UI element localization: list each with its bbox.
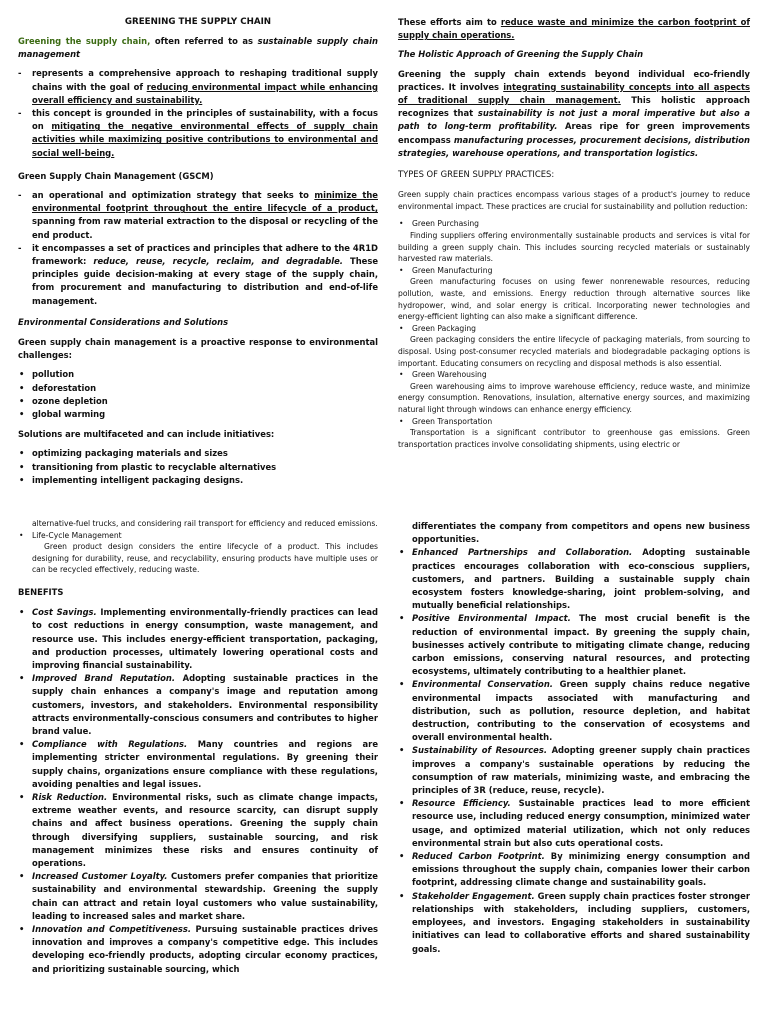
holistic-underline: integrating sustainability concepts into all aspects of traditional supply chain management. [398,81,750,106]
holistic-paragraph [398,68,750,160]
type-description: Finding suppliers offering environmentally sustainable products and services is vital for building a green supply chain. This includes sourcing recycled materials or sustainably harvested raw materials. [398,231,750,264]
document-page-2 [0,512,768,1024]
benefit-term: Positive Environmental Impact. [412,613,571,624]
benefit-item [18,923,378,976]
holistic-italic: sustainability is not just a moral imperative but also a path to long-term profitability. [398,108,750,132]
type-item [398,416,750,451]
benefit-text: Adopting greener supply chain practices improves a company's sustainable operations by reducing the consumption of raw materials, minimizing waste, and embracing the principles of 3R (reduce, reuse, recycle). [412,745,750,796]
holistic-text: Greening the supply chain extends beyond individual eco-friendly practices. It involves [398,68,750,92]
definition-underline: reducing environmental impact while enhancing overall efficiency and sustainability. [32,81,378,105]
benefit-item [18,738,378,791]
definition-text: represents a comprehensive approach to reshaping traditional supply chains with the goal of [32,68,378,92]
benefit-text: Many countries and regions are implementing stricter environmental regulations. By greening their supply chains, organizations ensure compliance with these regulations, avoiding penalties and legal issues. [32,739,378,789]
challenge-item: • deforestation [18,382,378,395]
solutions-intro: Solutions are multifaceted and can include initiatives: [18,429,275,440]
gscm-text: it encompasses a set of practices and principles that adhere to the 4R1D framework: [32,242,378,267]
holistic-text: Areas ripe for green improvements encompass [398,121,750,145]
benefit-text: Adopting sustainable practices in the supply chain enhances a company's image and reputation among customers, investors, and stakeholders. Environmental responsibility attracts environmentally-conscious consumers and contributes to higher brand value. [32,673,379,736]
benefit-text: Green supply chain practices foster stronger relationships with stakeholders, including suppliers, customers, employees, and investors. Engaging stakeholders in sustainability initiatives can lead to collaborative efforts and shared sustainability goals. [412,890,750,954]
type-description: Green product design considers the entire lifecycle of a product. This includes designing for durability, reuse, and recyclability, ensuring products have multiple uses or can be recycled effectively, reducing waste. [32,542,378,575]
page1-left-column [18,0,378,487]
type-name: • Green Purchasing [412,219,479,229]
types-heading: TYPES OF GREEN SUPPLY PRACTICES: [398,169,555,180]
benefit-term: Reduced Carbon Footprint. [412,851,545,862]
gscm-heading: Green Supply Chain Management (GSCM) [18,170,214,181]
challenge-item: • global warming [18,408,378,421]
benefit-term: Sustainability of Resources. [412,745,548,756]
definition-item [18,107,378,160]
lifecycle-list [18,530,378,576]
efforts-paragraph [398,16,750,42]
gscm-text: These principles guide decision-making at every stage of the supply chain, from procurement and manufacturing to distribution and end-of-life management. [32,256,379,306]
benefit-text: Environmental risks, such as climate change impacts, extreme weather events, and resource scarcity, can disrupt supply chains and affect business operations. Greening the supply chain through diversifying suppliers, sustainable sourcing, and risk management minimizes these risks and ensures continuity of operations. [32,792,378,869]
benefits-heading: BENEFITS [18,586,64,597]
intro-italic: sustainable supply chain management [18,36,378,60]
efforts-text: These efforts aim to [398,17,501,27]
gscm-text: spanning from raw material extraction to the disposal or recycling of the end product. [32,216,378,240]
benefit-term: Cost Savings. [32,607,97,618]
type-name: • Green Warehousing [412,370,487,380]
innovation-continuation: differentiates the company from competitors and opens new business opportunities. [412,521,750,545]
types-intro: Green supply chain practices encompass various stages of a product's journey to reduce environmental impact. These practices are crucial for sustainability and pollution reduction: [398,190,750,211]
page1-right-column [398,0,750,450]
benefit-text: Customers prefer companies that prioritize sustainability and environmental stewardship. Greening the supply chain can attract and retain loyal customers who value sustainability, leading to increased sales and market share. [32,871,378,921]
benefit-item [18,870,378,923]
benefit-item [398,890,750,956]
holistic-italic: manufacturing processes, procurement decisions, distribution strategies, warehouse operations, and transportation logistics. [398,134,750,158]
definition-item [18,67,378,107]
page2-left-column [18,512,378,976]
challenge-item: • pollution [18,368,378,381]
env-heading: Environmental Considerations and Solutions [18,316,229,327]
benefit-term: Enhanced Partnerships and Collaboration. [412,547,633,558]
solution-item: • transitioning from plastic to recyclable alternatives [18,461,378,474]
type-description: Green manufacturing focuses on using fewer nonrenewable resources, reducing pollution, waste, and emissions. Energy reduction through alternative sources like hydropower, wind, and solar energy is critical. Incorporating newer technologies and energy-efficient lighting can also make a significant difference. [398,277,750,322]
benefit-term: Compliance with Regulations. [32,739,188,750]
benefit-text: Implementing environmentally-friendly practices can lead to cost reductions in energy consumption, waste management, and resource use. This includes energy-efficient transportation, packaging, and production processes, ultimately lowering operational costs and improving financial sustainability. [32,607,378,670]
type-item [398,265,750,323]
type-description: Green warehousing aims to improve warehouse efficiency, reduce waste, and minimize energy consumption. Renovations, insulation, alternative energy sources, and maximizing natural light through windows can enhance energy efficiency. [398,381,750,414]
benefit-item [398,850,750,890]
solution-item: • implementing intelligent packaging designs. [18,474,378,487]
gscm-item [18,189,378,242]
benefit-item [18,606,378,672]
solution-item: • optimizing packaging materials and sizes [18,447,378,460]
intro-text: often referred to as [150,36,258,46]
intro-highlight: Greening the supply chain, [18,36,151,46]
solutions-list [18,447,378,487]
types-list [398,218,750,450]
env-intro: Green supply chain management is a proactive response to environmental challenges: [18,337,378,361]
definition-list [18,67,378,159]
benefit-term: Environmental Conservation. [412,679,553,690]
type-item [398,369,750,415]
benefits-list-left [18,606,378,976]
challenge-item: • ozone depletion [18,395,378,408]
benefit-item [398,546,750,612]
gscm-text: an operational and optimization strategy that seeks to [32,190,315,201]
benefit-term: Risk Reduction. [32,792,108,803]
benefit-text: Sustainable practices lead to more efficient resource use, including reduced energy consumption, minimized water usage, and optimized material utilization, which not only reduces environmental strain but also cuts operational costs. [412,798,751,848]
benefits-list-right [398,546,750,955]
gscm-item [18,242,378,308]
gscm-underline: minimize the environmental footprint throughout the entire lifecycle of a product, [32,190,378,214]
transport-continuation: alternative-fuel trucks, and considering rail transport for efficiency and reduced emissions. [32,519,378,528]
benefit-item [398,612,750,678]
type-name: • Green Transportation [412,416,493,426]
benefit-item [398,797,750,850]
definition-underline: mitigating the negative environmental effects of supply chain activities while maximizing positive contributions to environmental and social well-being. [32,121,378,158]
benefit-term: Innovation and Competitiveness. [32,924,192,935]
type-name: • Green Manufacturing [412,265,493,275]
type-item [398,323,750,369]
benefit-item [398,744,750,797]
benefit-text: Green supply chains reduce negative environmental impacts associated with manufacturing and distribution, such as pollution, resource depletion, and habitat destruction, contributing to the conservation of ecosystems and overall environmental health. [412,679,750,743]
type-description: Transportation is a significant contributor to greenhouse gas emissions. Green transportation practices involve consolidating shipments, using electric or [398,428,750,449]
gscm-list [18,189,378,308]
type-name: • Life-Cycle Management [32,530,122,540]
benefit-term: Stakeholder Engagement. [412,890,535,901]
benefit-term: Increased Customer Loyalty. [32,871,168,882]
definition-text: this concept is grounded in the principles of sustainability, with a focus on [32,108,378,132]
benefit-item [18,672,378,738]
efforts-underline: reduce waste and minimize the carbon footprint of supply chain operations. [398,17,750,41]
type-name: • Green Packaging [412,323,476,333]
document-title: GREENING THE SUPPLY CHAIN [124,17,272,27]
type-item [18,530,378,576]
type-item [398,218,750,264]
benefit-text: The most crucial benefit is the reduction of environmental impact. By greening the supply chain, businesses actively contribute to mitigating climate change, reducing carbon emissions, conserving natural resources, and protecting ecosystems, ultimately contributing to a healthier planet. [412,613,750,677]
benefit-term: Resource Efficiency. [412,798,511,809]
challenges-list [18,368,378,421]
benefit-text: Pursuing sustainable practices drives innovation and improves a company's competitive edge. This includes developing eco-friendly products, adopting circular economy practices, and prioritizing sustainable sourcing, which [32,924,378,974]
page2-right-column [398,512,750,956]
benefit-item [398,678,750,744]
type-description: Green packaging considers the entire lifecycle of packaging materials, from sourcing to disposal. Using post-consumer recycled materials and biodegradable packaging options is important. Educating consumers on recycling and disposal methods is also essential. [398,335,750,368]
benefit-text: By minimizing energy consumption and emissions throughout the supply chain, companies lower their carbon footprint, addressing climate change and sustainability goals. [412,851,750,888]
holistic-heading: The Holistic Approach of Greening the Supply Chain [398,49,644,60]
holistic-text: This holistic approach recognizes that [398,95,750,119]
benefit-item [18,791,378,870]
intro-paragraph [18,35,378,61]
benefit-term: Improved Brand Reputation. [32,673,176,684]
gscm-italic: reduce, reuse, recycle, reclaim, and degradable. [93,256,343,267]
benefit-text: Adopting sustainable practices encourages collaboration with eco-conscious suppliers, customers, and partners. Building a sustainable supply chain ecosystem fosters knowledge-sharing, joint problem-solving, and mutually beneficial relationships. [412,547,750,611]
